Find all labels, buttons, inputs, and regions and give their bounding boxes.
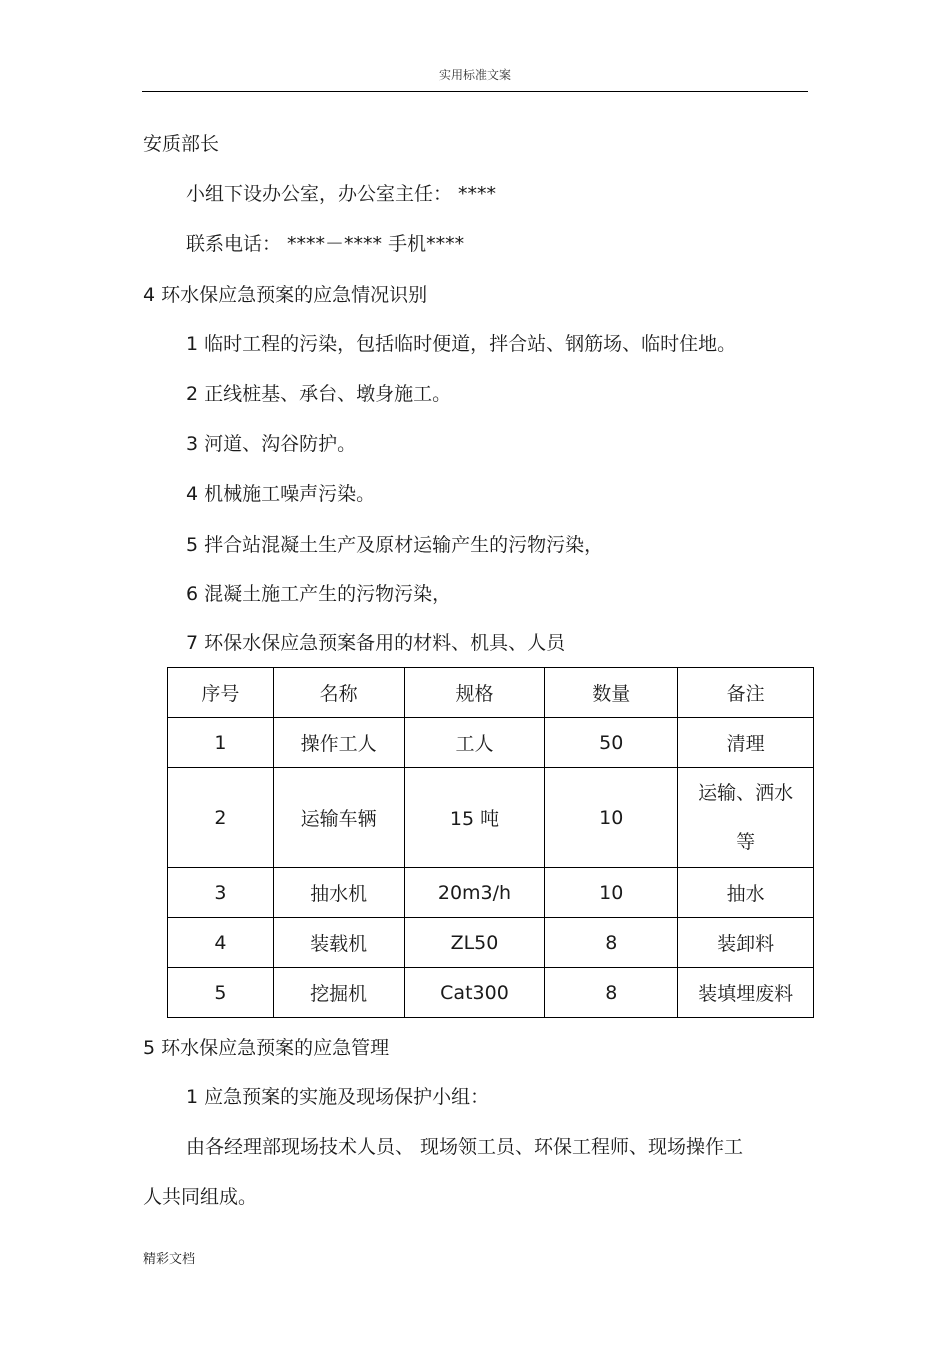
table-cell: 20m3/h (404, 868, 545, 918)
table-cell: 装载机 (273, 918, 404, 968)
column-header: 规格 (404, 668, 545, 718)
table-cell: 1 (168, 718, 274, 768)
table-cell: 15 吨 (404, 768, 545, 868)
text-line: 小组下设办公室，办公室主任： **** (186, 183, 497, 205)
list-item: 6 混凝土施工产生的污物污染， (186, 583, 452, 605)
list-item: 3 河道、沟谷防护。 (186, 433, 357, 455)
table-row (168, 868, 814, 918)
table-row (168, 718, 814, 768)
section-heading: 4 环水保应急预案的应急情况识别 (143, 284, 428, 306)
table-row (168, 968, 814, 1018)
page-footer: 精彩文档 (143, 1252, 196, 1267)
table-cell: 4 (168, 918, 274, 968)
list-item: 5 拌合站混凝土生产及原材运输产生的污物污染， (186, 534, 604, 556)
table-cell: 3 (168, 868, 274, 918)
table-cell: 10 (545, 768, 678, 868)
table-cell: 运输车辆 (273, 768, 404, 868)
table-cell: 8 (545, 918, 678, 968)
table-header-row (168, 668, 814, 718)
column-header: 名称 (273, 668, 404, 718)
table-cell: 装填埋废料 (678, 968, 814, 1018)
table-cell: 10 (545, 868, 678, 918)
column-header: 序号 (168, 668, 274, 718)
page-header: 实用标准文案 (438, 68, 511, 82)
column-header: 数量 (545, 668, 678, 718)
list-item: 1 临时工程的污染，包括临时便道，拌合站、钢筋场、临时住地。 (186, 333, 737, 355)
list-item: 7 环保水保应急预案备用的材料、机具、人员 (186, 632, 566, 654)
table-cell: 装卸料 (678, 918, 814, 968)
equipment-table (167, 667, 814, 1018)
table-cell: Cat300 (404, 968, 545, 1018)
table-cell: 抽水机 (273, 868, 404, 918)
table-cell: 8 (545, 968, 678, 1018)
table-cell: 50 (545, 718, 678, 768)
table-row (168, 768, 814, 868)
table-cell (678, 768, 814, 868)
table-cell: 清理 (678, 718, 814, 768)
header-divider (142, 91, 808, 92)
text-line: 安质部长 (143, 133, 220, 155)
paragraph-line: 人共同组成。 (143, 1186, 258, 1208)
table-cell: 工人 (404, 718, 545, 768)
table-cell: 5 (168, 968, 274, 1018)
table-cell: 抽水 (678, 868, 814, 918)
table-row (168, 918, 814, 968)
section-heading: 5 环水保应急预案的应急管理 (143, 1037, 390, 1059)
list-item: 1 应急预案的实施及现场保护小组： (186, 1086, 490, 1108)
cell-text: 运输、洒水等 (698, 781, 794, 853)
paragraph-line: 由各经理部现场技术人员、 现场领工员、环保工程师、现场操作工 (186, 1136, 744, 1158)
list-item: 2 正线桩基、承台、墩身施工。 (186, 383, 452, 405)
text-line: 联系电话： ****－**** 手机**** (186, 233, 465, 255)
list-item: 4 机械施工噪声污染。 (186, 483, 376, 505)
table-cell: ZL50 (404, 918, 545, 968)
column-header: 备注 (678, 668, 814, 718)
table-cell: 操作工人 (273, 718, 404, 768)
table-cell: 2 (168, 768, 274, 868)
table-cell: 挖掘机 (273, 968, 404, 1018)
